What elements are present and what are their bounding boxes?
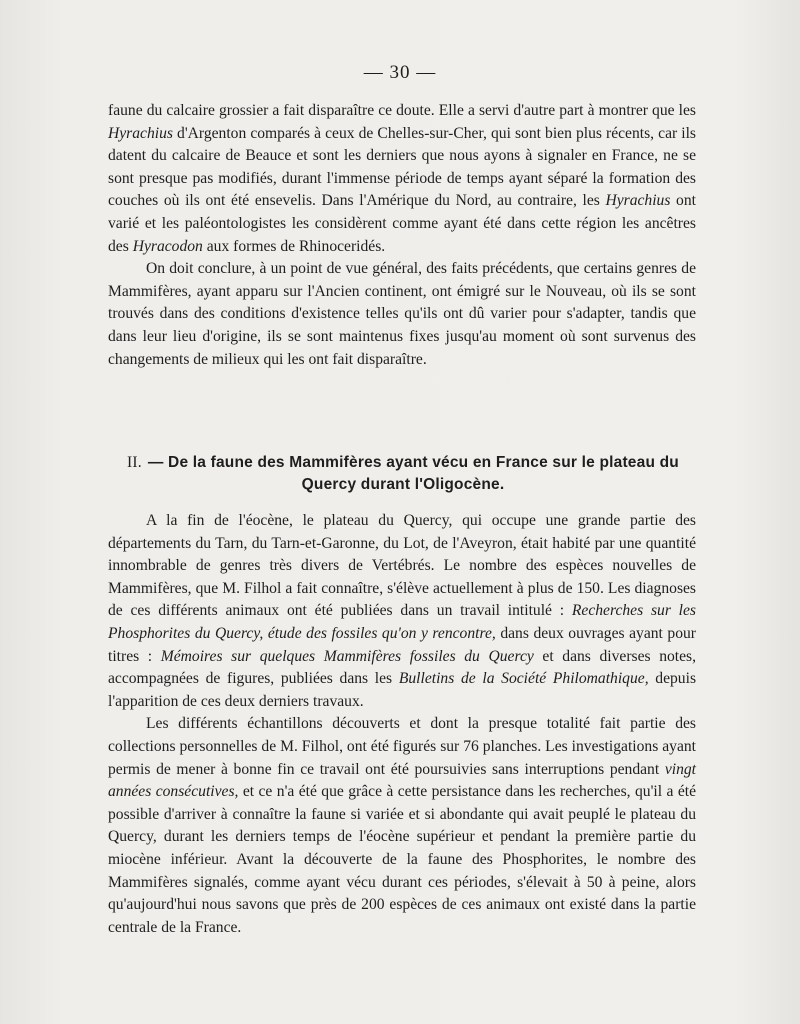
publication-title: Bulletins de la Société Philomathique, xyxy=(398,670,649,688)
genus-name: Hyrachius xyxy=(108,124,173,142)
text-run: depuis l'apparition de ces deux derniers travaux. xyxy=(108,670,697,710)
text-run: et dans diverses notes, accompagnées de figures, publiées dans les xyxy=(108,647,697,688)
paragraph-4 xyxy=(108,713,696,939)
text-run: d'Argenton comparés à ceux de Chelles-sur-Cher, qui sont bien plus récents, car ils datent du calcaire de Beauce et sont les derniers que nous ayons à signaler en France, ne se sont presque pas modifiés, durant l'immense période de temps ayant séparé la formation des couches où ils ont été ensevelis. Dans l'Amérique du Nord, au contraire, les xyxy=(108,124,696,210)
text-run: dans deux ouvrages ayant pour titres : xyxy=(108,624,697,665)
text-block-top xyxy=(108,100,696,371)
text-run: faune du calcaire grossier a fait disparaître ce doute. Elle a servi d'autre part à montrer que les xyxy=(108,102,696,119)
genus-name: Hyracodon xyxy=(132,237,203,255)
text-run: et ce n'a été que grâce à cette persistance dans les recherches, qu'il a été possible d'arriver à connaître la faune si variée et si abondante qui avait peuplé le plateau du Quercy, durant les derniers temps de l'éocène supérieur et pendant la première partie du miocène inférieur. Avant la découverte de la faune des Phosphorites, le nombre des Mammifères signalés, comme ayant vécu durant ces périodes, s'élevait à 50 à peine, alors qu'aujourd'hui nous savons que près de 200 espèces de ces animaux ont existé dans la partie centrale de la France. xyxy=(108,783,696,936)
text-block-bottom xyxy=(108,510,696,939)
text-run: ont varié et les paléontologistes les considèrent comme ayant été dans cette région les ancêtres des xyxy=(108,192,696,255)
section-heading xyxy=(108,452,698,496)
emphasis: vingt années consécutives, xyxy=(108,760,696,801)
section-numeral: II. xyxy=(127,454,142,471)
text-run: Les différents échantillons découverts et dont la presque totalité fait partie des collections personnelles de M. Filhol, ont été figurés sur 76 planches. Les investigations ayant permis de mener à bonne fin ce travail ont été poursuivies sans interruptions pendant xyxy=(108,715,696,778)
publication-title: Recherches sur les Phosphorites du Quercy, étude des fossiles qu'on y rencontre, xyxy=(108,602,696,642)
publication-title: Mémoires sur quelques Mammifères fossiles du Quercy xyxy=(160,647,534,665)
text-run: aux formes de Rhinoceridés. xyxy=(202,237,386,255)
paragraph-1 xyxy=(108,100,696,258)
paragraph-2: On doit conclure, à un point de vue général, des faits précédents, que certains genres de Mammifères, ayant apparu sur l'Ancien continent, ont émigré sur le Nouveau, où ils se sont trouvés dans des conditions d'existence telles qu'ils ont dû varier pour s'adapter, tandis que dans leur lieu d'origine, ils se sont maintenus fixes jusqu'au moment où sont survenus des changements de milieux qui les ont fait disparaître. xyxy=(108,260,696,368)
paragraph-3 xyxy=(108,510,696,713)
genus-name: Hyrachius xyxy=(605,192,671,210)
page-number: — 30 — xyxy=(363,62,437,83)
section-title: — De la faune des Mammifères ayant vécu en France sur le plateau du Quercy durant l'Oligocène. xyxy=(147,454,679,493)
text-run: A la fin de l'éocène, le plateau du Quercy, qui occupe une grande partie des départements du Tarn, du Tarn-et-Garonne, du Lot, de l'Aveyron, était habité par une quantité innombrable de genres très divers de Vertébrés. Le nombre des espèces nouvelles de Mammifères, que M. Filhol a fait connaître, s'élève actuellement à plus de 150. Les diagnoses de ces différents animaux ont été publiées dans un travail intitulé : xyxy=(108,512,696,620)
